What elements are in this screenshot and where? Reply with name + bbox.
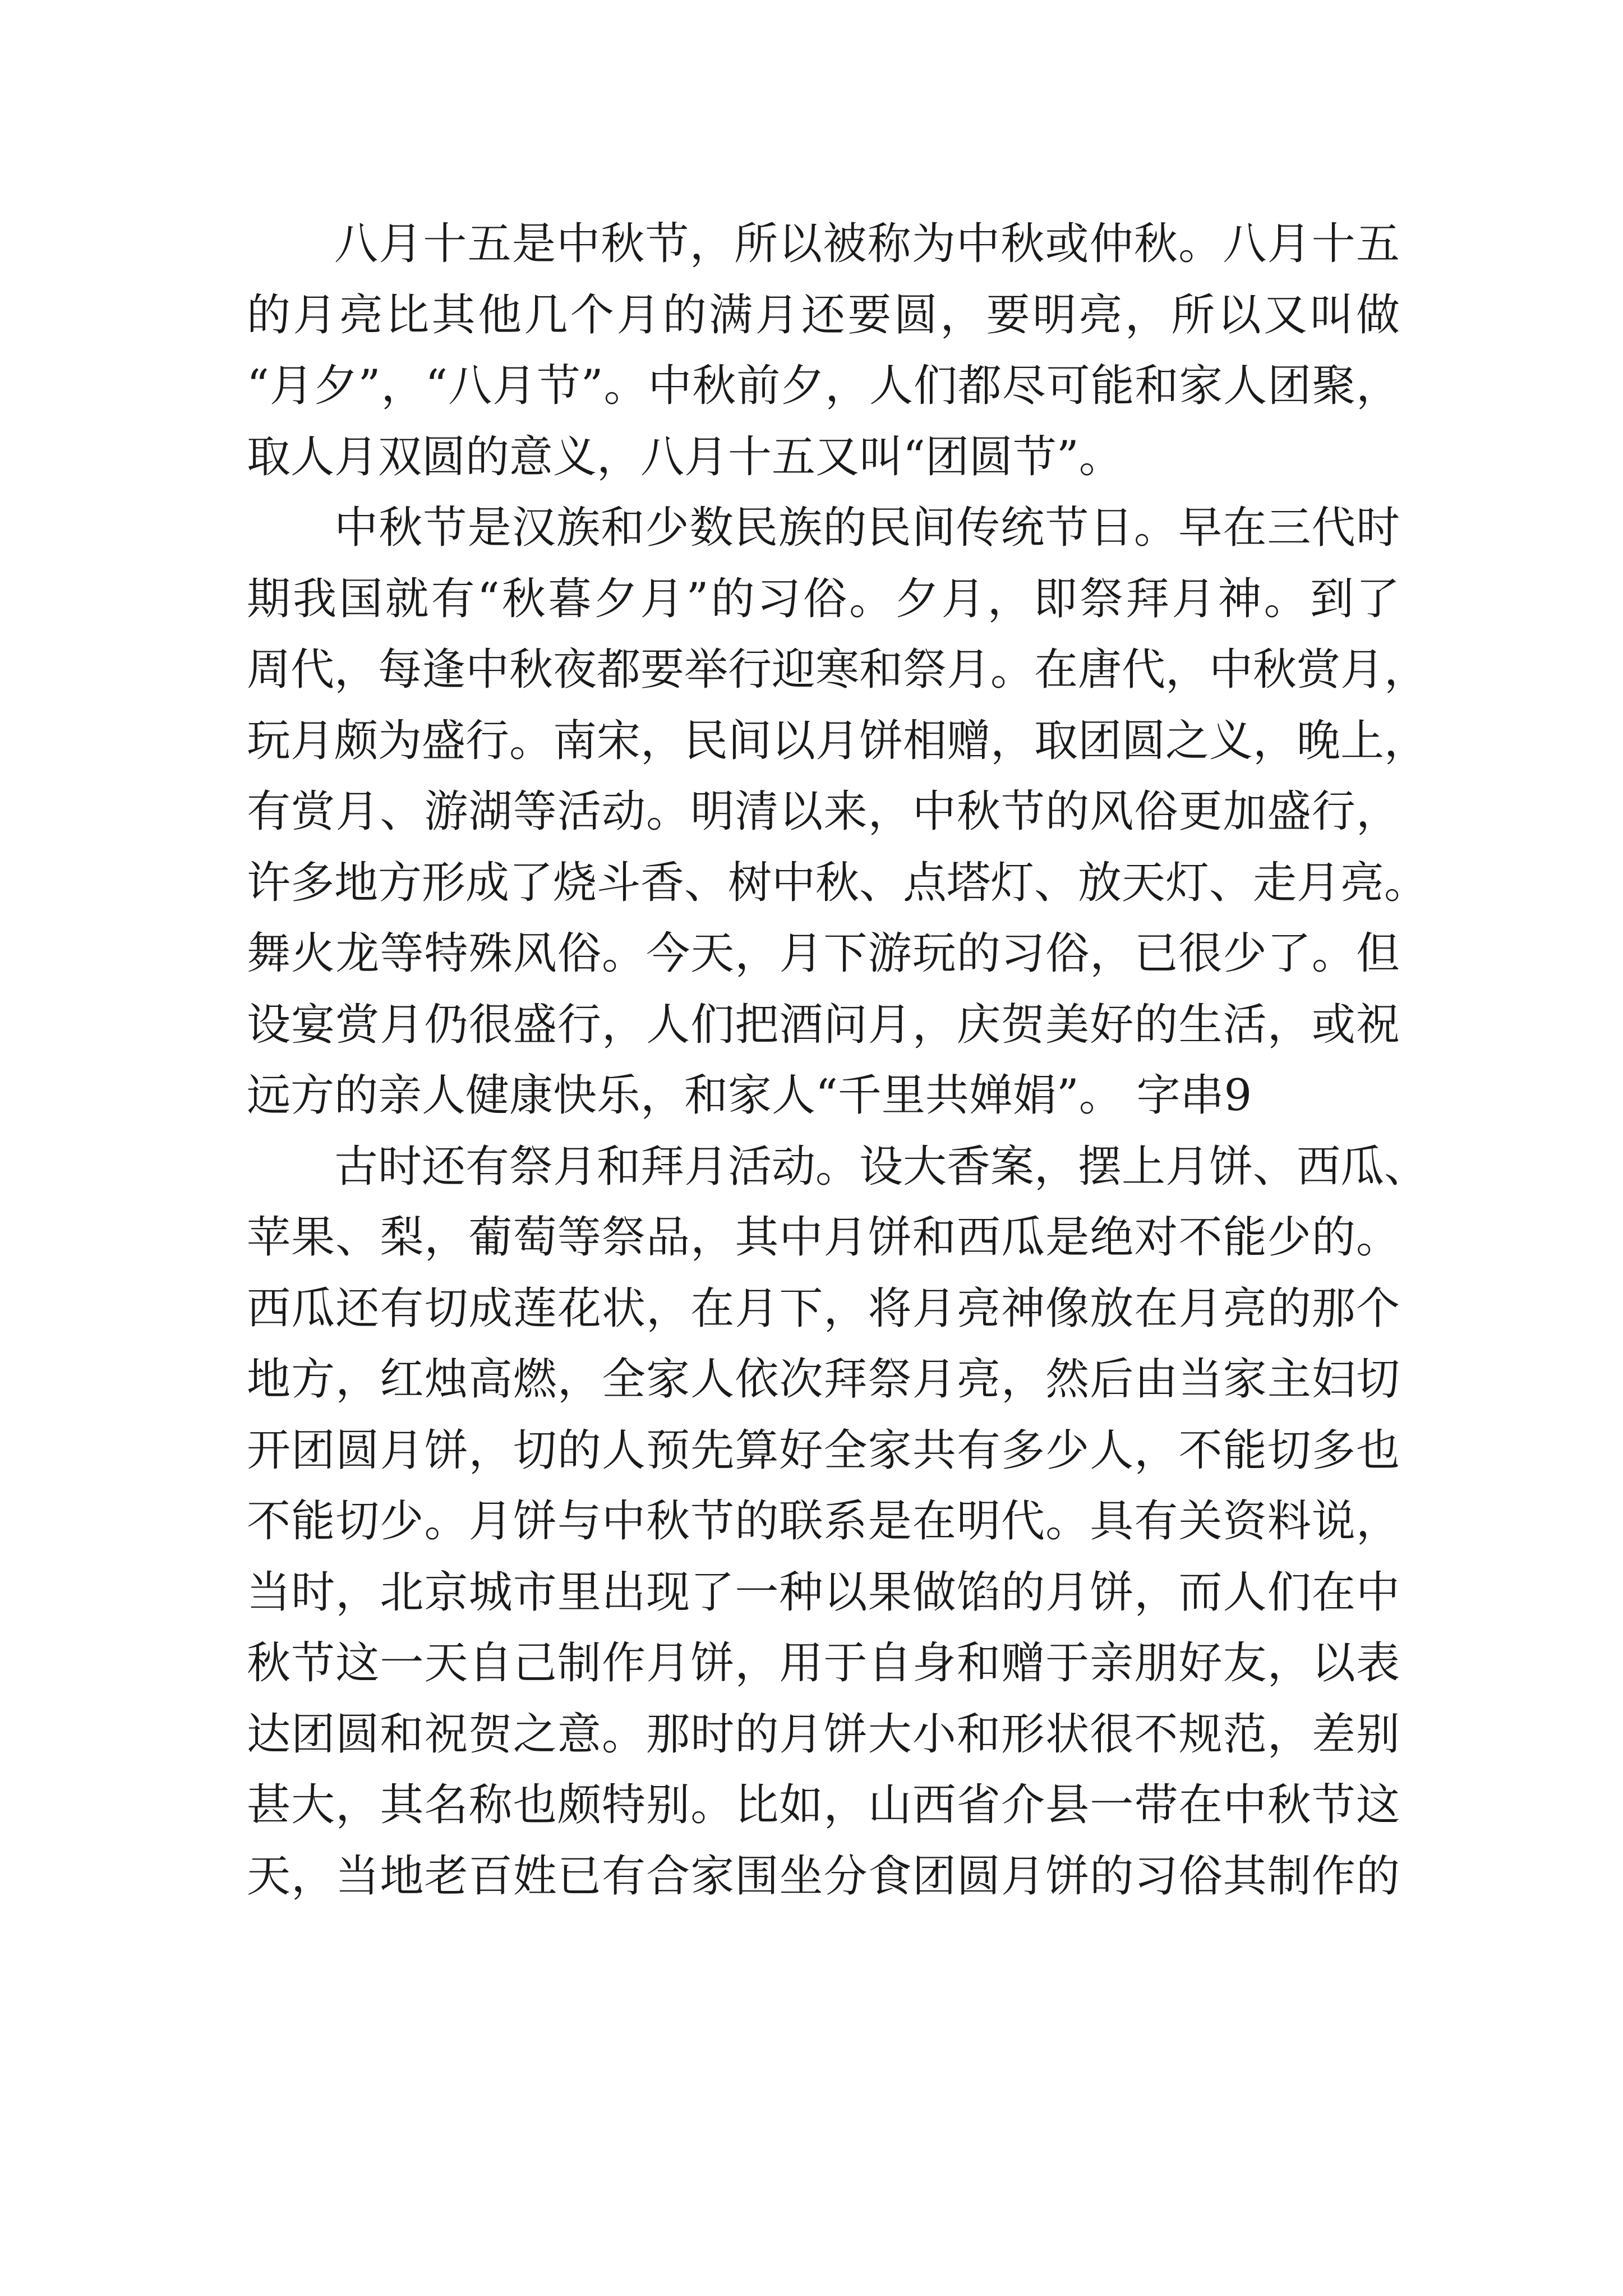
paragraph-3-line-4: 地方，红烛高燃，全家人依次拜祭月亮，然后由当家主妇切 xyxy=(247,1354,1400,1405)
paragraph-3-line-9: 达团圆和祝贺之意。那时的月饼大小和形状很不规范，差别 xyxy=(247,1709,1400,1760)
paragraph-3-line-11: 天，当地老百姓已有合家围坐分食团圆月饼的习俗其制作的 xyxy=(247,1851,1400,1902)
paragraph-3-line-2: 苹果、梨，葡萄等祭品，其中月饼和西瓜是绝对不能少的。 xyxy=(247,1212,1400,1263)
paragraph-3-line-10: 甚大，其名称也颇特别。比如，山西省介县一带在中秋节这 xyxy=(247,1780,1400,1830)
paragraph-1-line-2: 的月亮比其他几个月的满月还要圆，要明亮，所以又叫做 xyxy=(247,289,1400,341)
paragraph-2-line-3: 周代，每逢中秋夜都要举行迎寒和祭月。在唐代，中秋赏月， xyxy=(247,645,1428,695)
paragraph-2-line-8: 设宴赏月仍很盛行，人们把酒问月，庆贺美好的生活，或祝 xyxy=(247,999,1400,1050)
paragraph-2-line-9: 远方的亲人健康快乐，和家人“千里共婵娟”。 字串9 xyxy=(247,1070,1252,1121)
paragraph-2-line-4: 玩月颇为盛行。南宋，民间以月饼相赠，取团圆之义，晚上， xyxy=(247,715,1428,766)
paragraph-1-line-4: 取人月双圆的意义，八月十五又叫“团圆节”。 xyxy=(247,431,1123,482)
paragraph-3-line-6: 不能切少。月饼与中秋节的联系是在明代。具有关资料说， xyxy=(247,1496,1400,1547)
paragraph-2-line-7: 舞火龙等特殊风俗。今天，月下游玩的习俗，已很少了。但 xyxy=(247,928,1400,979)
paragraph-3-line-7: 当时，北京城市里出现了一种以果做馅的月饼，而人们在中 xyxy=(247,1567,1400,1618)
paragraph-3-line-1: 古时还有祭月和拜月活动。设大香案，摆上月饼、西瓜、 xyxy=(334,1141,1428,1192)
document-body xyxy=(247,209,1428,1912)
paragraph-2-line-5: 有赏月、游湖等活动。明清以来，中秋节的风俗更加盛行， xyxy=(247,786,1400,837)
paragraph-3-line-8: 秋节这一天自己制作月饼，用于自身和赠于亲朋好友，以表 xyxy=(247,1638,1400,1688)
paragraph-1-line-3: “月夕”，“八月节”。中秋前夕，人们都尽可能和家人团聚， xyxy=(247,361,1400,411)
paragraph-2-line-6: 许多地方形成了烧斗香、树中秋、点塔灯、放天灯、走月亮。 xyxy=(247,857,1428,908)
paragraph-2-line-1: 中秋节是汉族和少数民族的民间传统节日。早在三代时 xyxy=(334,503,1400,553)
paragraph-3-line-3: 西瓜还有切成莲花状，在月下，将月亮神像放在月亮的那个 xyxy=(247,1283,1400,1334)
paragraph-3-line-5: 开团圆月饼，切的人预先算好全家共有多少人，不能切多也 xyxy=(247,1425,1400,1476)
paragraph-1-line-1: 八月十五是中秋节，所以被称为中秋或仲秋。八月十五 xyxy=(334,219,1400,269)
paragraph-2-line-2: 期我国就有“秋暮夕月”的习俗。夕月，即祭拜月神。到了 xyxy=(247,573,1400,624)
